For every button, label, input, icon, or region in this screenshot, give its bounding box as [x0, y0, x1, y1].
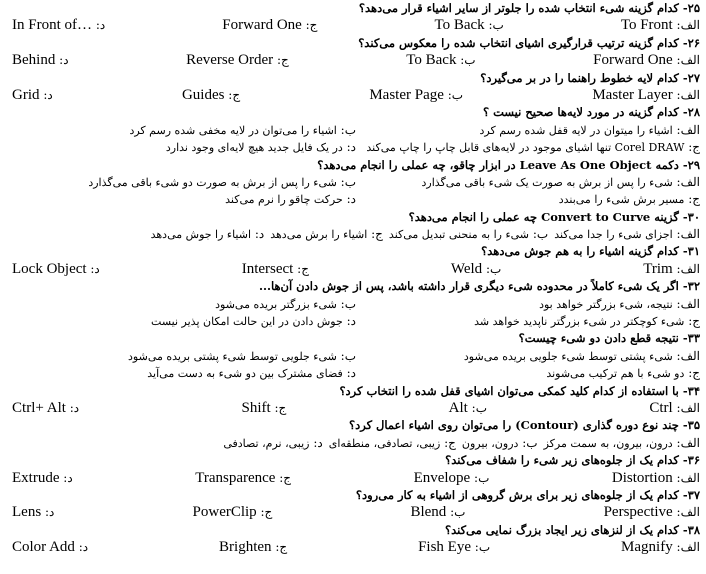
option-text: Behind [12, 52, 56, 69]
answer-option [356, 313, 700, 330]
option-prefix: ب: [336, 348, 356, 363]
option-prefix: الف: [672, 296, 700, 311]
option-text: درون، بیرون، به سمت مرکز [543, 436, 673, 450]
option-prefix: ج: [271, 540, 288, 555]
option-text: جوش دادن در این حالت امکان پذیر نیست [151, 315, 343, 329]
option-prefix: الف: [672, 505, 700, 520]
option-prefix: ج: [293, 261, 309, 276]
question-title: ۲۸- کدام گزینه در مورد لایه‌ها صحیح نیست ؟ [483, 105, 700, 120]
option-text: To Front [620, 17, 673, 34]
option-prefix: الف: [672, 122, 700, 137]
answer-option [621, 17, 700, 34]
option-prefix: د: [39, 87, 53, 102]
option-text: Transparence [195, 469, 276, 486]
option-text: Forward One [222, 17, 302, 34]
option-text: اشیاء را می‌توان در لایه مخفی شده رسم کرد [129, 123, 337, 137]
option-prefix: الف: [672, 540, 700, 555]
option-text: درون، بیرون [461, 436, 519, 450]
option-row [4, 504, 700, 521]
question-title: ۳۸- کدام یک از لنزهای زیر ایجاد بزرگ نمایی می‌کند؟ [444, 522, 700, 537]
option-text: فضای مشترک بین دو شیء به دست می‌آید [147, 367, 343, 381]
option-prefix: د: [41, 505, 55, 520]
option-row [4, 191, 700, 208]
option-prefix: د: [74, 540, 89, 555]
answer-option [222, 17, 317, 34]
option-prefix: د: [342, 314, 356, 329]
answer-option [12, 52, 69, 69]
option-text: To Back [434, 17, 485, 34]
option-text: Lens [12, 504, 42, 521]
option-prefix: الف: [672, 435, 700, 450]
answer-option [12, 261, 100, 278]
option-text: Blend [410, 504, 447, 521]
answer-option [151, 226, 265, 243]
option-text: To Back [406, 52, 457, 69]
option-text: Ctrl+ Alt [12, 399, 66, 416]
answer-option [356, 122, 700, 139]
answer-option [449, 400, 487, 417]
option-prefix: ج: [440, 435, 456, 450]
option-row [4, 261, 700, 278]
answer-option [592, 87, 700, 104]
answer-option [195, 470, 291, 487]
option-prefix: د: [92, 18, 106, 33]
option-text: در یک فایل جدید هیچ لایه‌ای وجود ندارد [165, 141, 343, 155]
option-prefix: الف: [672, 174, 700, 189]
option-prefix: ب: [467, 400, 487, 415]
option-text: دو شیء با هم ترکیب می‌شوند [546, 367, 685, 381]
question-title: ۲۹- دکمه Leave As One Object در ابزار چاقو، چه عملی را انجام می‌دهد؟ [317, 157, 700, 172]
option-prefix: ب: [446, 505, 466, 520]
option-text: اشیاء را برش می‌دهد [270, 228, 368, 242]
option-row [4, 122, 700, 139]
option-text: شیء را پس از برش به صورت دو شیء باقی می‌گذارد [88, 175, 337, 189]
option-prefix: ج: [684, 314, 700, 329]
answer-option [649, 400, 700, 417]
option-text: نتیجه، شیء بزرگتر خواهد بود [539, 297, 673, 311]
option-prefix: ب: [518, 435, 538, 450]
answer-option [462, 435, 538, 452]
option-row [4, 139, 700, 156]
option-row [4, 296, 700, 313]
option-text: Grid [12, 86, 40, 103]
answer-option [12, 348, 356, 365]
option-text: شیء پشتی توسط شیء جلویی بریده می‌شود [463, 349, 673, 363]
option-text: Perspective [603, 504, 673, 521]
option-row [4, 365, 700, 382]
answer-option [554, 226, 700, 243]
option-text: شیء را پس از برش به صورت یک شیء باقی می‌گذارد [421, 175, 673, 189]
option-prefix: ج: [684, 140, 700, 155]
question-title: ۳۴- با استفاده از کدام کلید کمکی می‌توان اشیای قفل شده را انتخاب کرد؟ [339, 383, 700, 398]
option-prefix: د: [65, 400, 80, 415]
answer-option [12, 122, 356, 139]
option-row [4, 174, 700, 191]
option-text: زیبی، نرم، تصادفی [223, 436, 310, 450]
option-prefix: ج: [684, 192, 700, 207]
answer-option [12, 191, 356, 208]
option-prefix: الف: [672, 18, 700, 33]
answer-option [12, 400, 79, 417]
answer-option [434, 17, 503, 34]
option-prefix: د: [251, 227, 265, 242]
question-title: ۳۶- کدام یک از جلوه‌های زیر شیء را شفاف می‌کند؟ [445, 453, 700, 468]
answer-option [414, 470, 490, 487]
option-text: اشیاء را میتوان در لایه قفل شده رسم کرد [479, 123, 673, 137]
option-prefix: ب: [336, 296, 356, 311]
option-prefix: د: [342, 140, 356, 155]
question-title: ۲۷- کدام لایه خطوط راهنما را در بر می‌گیرد؟ [480, 70, 700, 85]
option-text: Reverse Order [186, 52, 274, 69]
option-prefix: ب: [470, 470, 490, 485]
option-prefix: ب: [482, 261, 502, 276]
answer-option [643, 261, 700, 278]
answer-option [12, 313, 356, 330]
option-text: Lock Object [12, 260, 87, 277]
question-title: ۲۵- کدام گزینه شیء انتخاب شده را جلوتر از سایر اشیاء قرار می‌دهد؟ [358, 1, 700, 15]
option-prefix: د: [342, 192, 356, 207]
option-row [4, 313, 700, 330]
option-text: Intersect [241, 260, 294, 277]
option-prefix: ب: [336, 174, 356, 189]
answer-option [12, 17, 105, 34]
question-title: ۳۷- کدام یک از جلوه‌های زیر برای برش گروهی از اشیاء به کار می‌رود؟ [355, 487, 700, 502]
answer-option [12, 87, 53, 104]
option-text: Alt [448, 399, 468, 416]
option-prefix: ب: [336, 122, 356, 137]
option-text: PowerClip [192, 504, 257, 521]
option-text: شیء را به منحنی تبدیل می‌کند [388, 228, 530, 242]
option-text: مسیر برش شیء را می‌بندد [558, 193, 685, 207]
option-text: Color Add [12, 539, 75, 556]
answer-option [12, 174, 356, 191]
option-prefix: ب: [470, 540, 491, 555]
option-prefix: ب: [529, 227, 549, 242]
option-text: Distortion [611, 469, 673, 486]
answer-option [451, 261, 501, 278]
answer-option [356, 191, 700, 208]
option-prefix: الف: [672, 53, 700, 68]
answer-option [406, 52, 475, 69]
option-text: Weld [450, 260, 483, 277]
question-title: ۳۰- گزینه Convert to Curve چه عملی را انجام می‌دهد؟ [408, 209, 700, 224]
option-text: Forward One [593, 52, 673, 69]
option-prefix: د: [86, 261, 100, 276]
answer-option [12, 504, 54, 521]
answer-option [193, 504, 273, 521]
option-prefix: ب: [443, 87, 464, 102]
option-text: شیء کوچکتر در شیء بزرگتر ناپدید خواهد شد [474, 315, 685, 329]
answer-option [369, 87, 463, 104]
answer-option [621, 539, 700, 556]
option-prefix: د: [59, 470, 73, 485]
option-text: شیء جلویی توسط شیء پشتی بریده می‌شود [128, 349, 337, 363]
answer-option [356, 365, 700, 382]
question-title: ۳۲- اگر یک شیء کاملاً در محدوده شیء دیگری قرار داشته باشد، پس از جوش دادن آن‌ها... [258, 279, 700, 294]
question-title: ۲۶- کدام گزینه ترتیب قرارگیری اشیای انتخاب شده را معکوس می‌کند؟ [358, 35, 700, 50]
answer-option [223, 435, 322, 452]
answer-option [389, 226, 548, 243]
answer-option [418, 539, 490, 556]
option-prefix: الف: [672, 470, 700, 485]
option-prefix: ج: [270, 400, 287, 415]
option-prefix: ج: [367, 227, 383, 242]
option-text: Corel DRAW تنها اشیای موجود در لایه‌های قابل چاپ را چاپ می‌کند [366, 141, 685, 155]
option-text: Extrude [12, 469, 60, 486]
option-prefix: الف: [672, 261, 700, 276]
option-text: Guides [181, 86, 225, 103]
option-row [4, 348, 700, 365]
answer-option [219, 539, 287, 556]
answer-option [12, 470, 73, 487]
option-row [4, 539, 700, 556]
answer-option [356, 296, 700, 313]
answer-option [612, 470, 700, 487]
option-text: اجزای شیء را جدا می‌کند [554, 228, 673, 242]
question-title: ۳۱- کدام گزینه اشیاء را به هم جوش می‌دهد؟ [481, 244, 700, 259]
option-text: حرکت چاقو را نرم می‌کند [225, 193, 343, 207]
answer-option [593, 52, 700, 69]
answer-option [12, 296, 356, 313]
answer-option [12, 139, 356, 156]
answer-option [270, 226, 383, 243]
option-text: Master Layer [592, 86, 673, 103]
option-text: Master Page [369, 86, 444, 103]
option-prefix: ج: [275, 470, 292, 485]
answer-option [182, 87, 240, 104]
option-row [4, 226, 700, 243]
option-prefix: ج: [301, 18, 318, 33]
option-text: Ctrl [649, 399, 673, 416]
option-text: In Front of… [12, 17, 93, 34]
option-prefix: ب: [484, 18, 504, 33]
option-prefix: الف: [672, 227, 700, 242]
answer-option [186, 52, 289, 69]
option-row [4, 17, 700, 34]
option-row [4, 435, 700, 452]
option-prefix: الف: [672, 87, 700, 102]
answer-option [12, 539, 88, 556]
answer-option [356, 139, 700, 156]
answer-option [329, 435, 456, 452]
answer-option [356, 174, 700, 191]
option-text: Shift [241, 399, 271, 416]
option-prefix: ب: [456, 53, 476, 68]
answer-option [12, 365, 356, 382]
option-text: Envelope [413, 469, 471, 486]
question-title: ۳۳- نتیجه قطع دادن دو شیء چیست؟ [518, 331, 700, 346]
option-prefix: الف: [672, 400, 700, 415]
option-row [4, 52, 700, 69]
option-prefix: د: [342, 366, 356, 381]
option-row [4, 470, 700, 487]
option-prefix: د: [309, 435, 323, 450]
option-text: شیء بزرگتر بریده می‌شود [215, 297, 337, 311]
answer-option [242, 400, 287, 417]
option-text: Magnify [621, 539, 673, 556]
question-title: ۳۵- چند نوع دوره گذاری (Contour) را می‌توان روی اشیاء اعمال کرد؟ [349, 418, 700, 433]
option-prefix: ج: [273, 53, 289, 68]
answer-option [604, 504, 700, 521]
option-prefix: د: [55, 53, 69, 68]
option-prefix: ج: [684, 366, 700, 381]
answer-option [544, 435, 700, 452]
option-row [4, 87, 700, 104]
option-text: Fish Eye [418, 539, 471, 556]
option-prefix: الف: [672, 348, 700, 363]
answer-option [356, 348, 700, 365]
option-text: Brighten [219, 539, 272, 556]
answer-option [410, 504, 465, 521]
option-row [4, 400, 700, 417]
option-text: Trim [643, 260, 673, 277]
option-prefix: ج: [256, 505, 273, 520]
option-prefix: ج: [224, 87, 241, 102]
option-text: اشیاء را جوش می‌دهد [150, 228, 252, 242]
answer-option [242, 261, 309, 278]
option-text: زیبی، تصادفی، منطقه‌ای [328, 436, 441, 450]
